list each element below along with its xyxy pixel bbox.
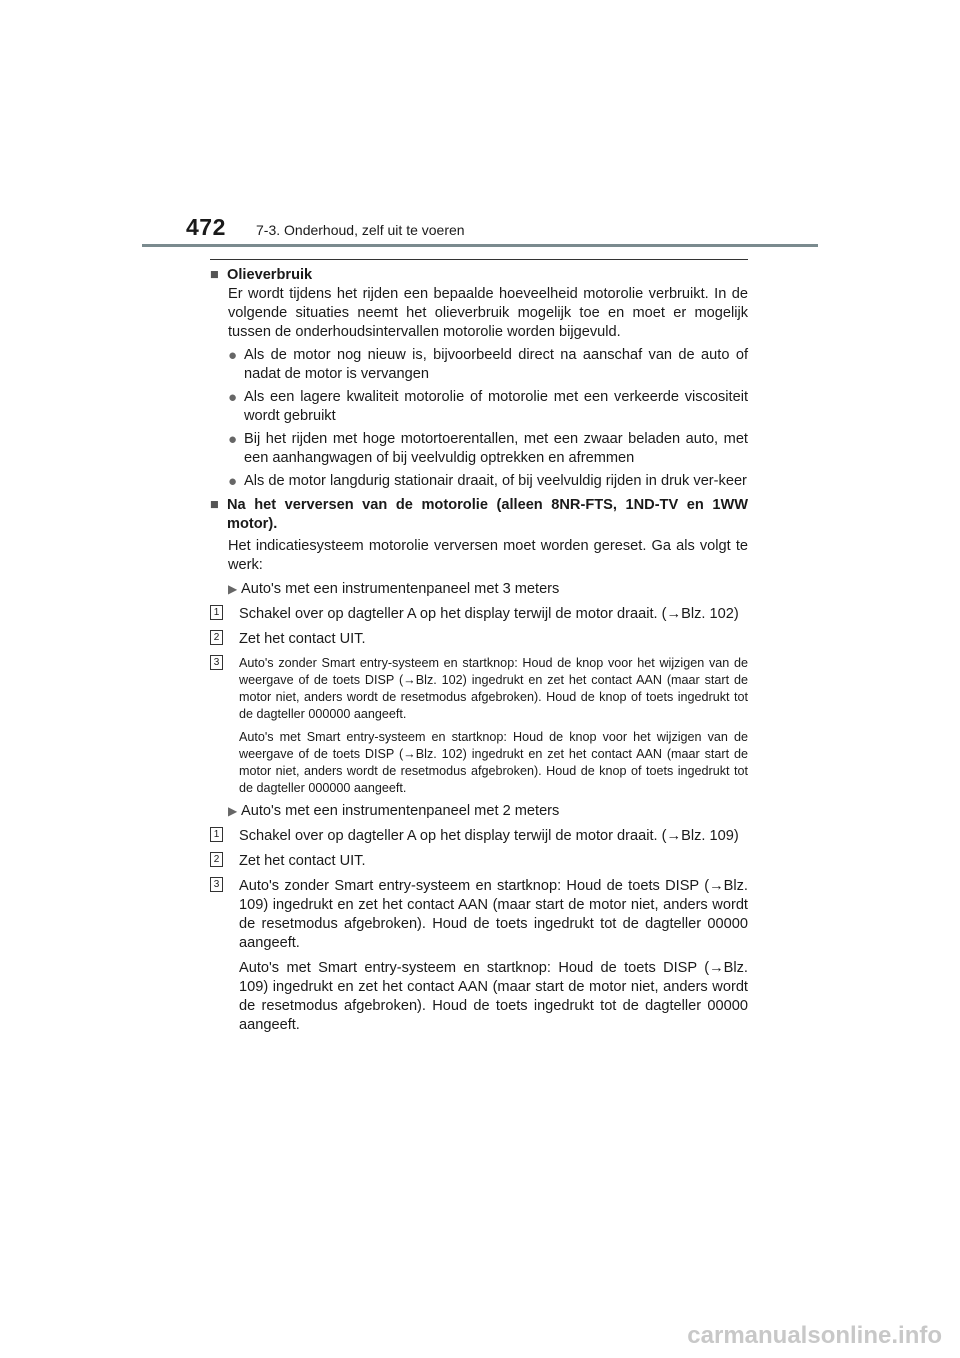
paragraph: Het indicatiesysteem motorolie verversen moet worden gereset. Ga als volgt te werk:	[228, 538, 748, 573]
step: 2 Zet het contact UIT.	[210, 852, 748, 871]
step-note: Auto's met Smart entry-systeem en startknop: Houd de toets DISP (→Blz. 109) ingedrukt en zet het contact AAN (maar start de motor niet, anders wordt de resetmodus afgebroken). Houd de toets ingedrukt tot de dagteller 00000 aangeeft.	[239, 960, 748, 1033]
section-heading: ■ Na het verversen van de motorolie (alleen 8NR-FTS, 1ND-TV en 1WW motor).	[210, 497, 748, 532]
step-note: Auto's met Smart entry-systeem en startknop: Houd de knop voor het wijzigen van de weergave of de toets DISP (→Blz. 102) ingedrukt en zet het contact AAN (maar start de motor niet, anders wordt de resetmodus afgebroken). Houd de knop of toets ingedrukt tot de dagteller 000000 aangeeft.	[239, 730, 748, 795]
section-heading: ■ Olieverbruik	[210, 267, 313, 283]
step: 1 Schakel over op dagteller A op het display terwijl de motor draait. (→Blz. 102)	[210, 605, 748, 624]
circle-bullet-icon: ●	[228, 473, 238, 490]
list-item: ● Als een lagere kwaliteit motorolie of motorolie met een verkeerde viscositeit wordt gebruikt	[228, 389, 748, 424]
divider	[210, 259, 748, 260]
header-rule	[142, 244, 818, 247]
square-bullet-icon: ■	[210, 267, 219, 283]
step-number: 2	[210, 630, 223, 645]
subheading: ▶ Auto's met een instrumentenpaneel met 3 meters	[228, 581, 560, 597]
step: 3 Auto's zonder Smart entry-systeem en startknop: Houd de toets DISP (→Blz. 109) ingedrukt en zet het contact AAN (maar start de motor niet, anders wordt de resetmodus afgebroken). Houd de toets ingedrukt tot de dagteller 00000 aangeeft.	[210, 877, 748, 953]
circle-bullet-icon: ●	[228, 347, 238, 364]
triangle-right-icon: ▶	[228, 804, 238, 818]
paragraph: Er wordt tijdens het rijden een bepaalde hoeveelheid motorolie verbruikt. In de volgende situaties neemt het olieverbruik mogelijk toe en moet er mogelijk tussen de onderhoudsintervallen motorolie worden bijgevuld.	[228, 286, 748, 340]
subheading: ▶ Auto's met een instrumentenpaneel met 2 meters	[228, 803, 560, 819]
step: 2 Zet het contact UIT.	[210, 630, 748, 649]
list-item: ● Als de motor nog nieuw is, bijvoorbeeld direct na aanschaf van de auto of nadat de motor is vervangen	[228, 347, 748, 382]
list-item: ● Als de motor langdurig stationair draait, of bij veelvuldig rijden in druk ver-keer	[228, 473, 747, 490]
step-number: 2	[210, 852, 223, 867]
watermark: carmanualsonline.info	[687, 1322, 942, 1349]
page-content	[210, 266, 748, 1035]
section-title: 7-3. Onderhoud, zelf uit te voeren	[256, 222, 465, 238]
step-number: 1	[210, 827, 223, 842]
list-item: ● Bij het rijden met hoge motortoerentallen, met een zwaar beladen auto, met een aanhangwagen of bij veelvuldig optrekken en afremmen	[228, 431, 748, 466]
page-number: 472	[186, 214, 226, 240]
step: 3 Auto's zonder Smart entry-systeem en startknop: Houd de knop voor het wijzigen van de weergave of de toets DISP (→Blz. 102) ingedrukt en zet het contact AAN (maar start de motor niet, anders wordt de resetmodus afgebroken). Houd de knop of toets ingedrukt tot de dagteller 000000 aangeeft.	[210, 655, 748, 723]
step-number: 1	[210, 605, 223, 620]
step-number: 3	[210, 877, 223, 892]
step: 1 Schakel over op dagteller A op het display terwijl de motor draait. (→Blz. 109)	[210, 827, 748, 846]
triangle-right-icon: ▶	[228, 582, 238, 596]
circle-bullet-icon: ●	[228, 431, 238, 448]
step-number: 3	[210, 655, 223, 670]
square-bullet-icon: ■	[210, 497, 219, 513]
circle-bullet-icon: ●	[228, 389, 238, 406]
